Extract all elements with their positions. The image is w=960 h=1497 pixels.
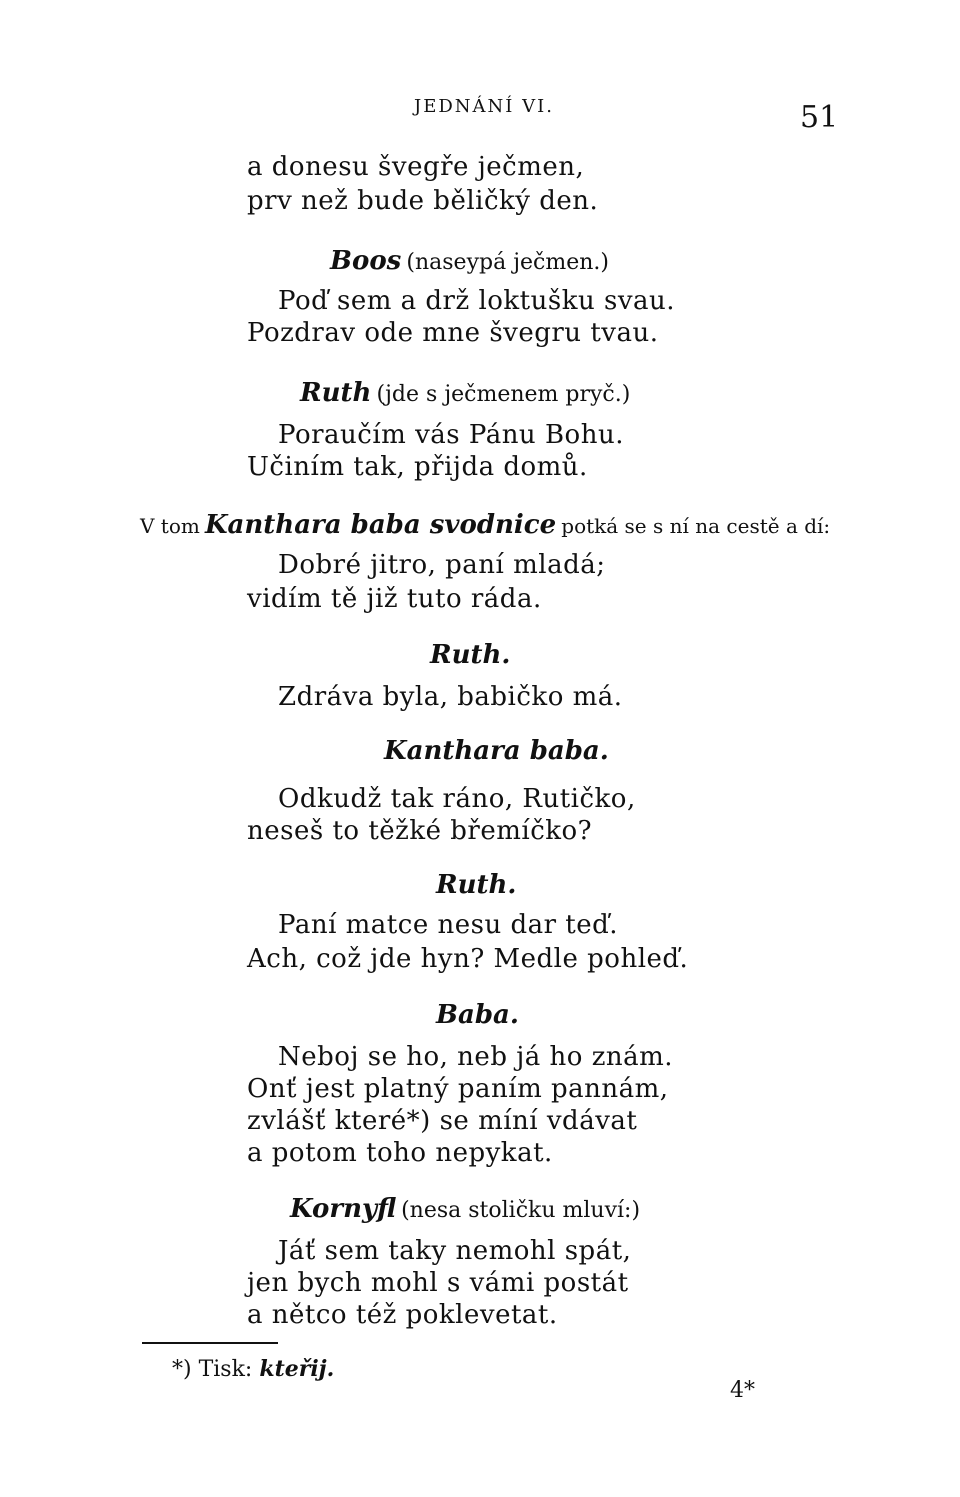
scene-note-lead: V tom [140, 514, 200, 538]
speaker-name: Kornyfl [290, 1194, 396, 1224]
footnote-mark: *) Tisk: [172, 1357, 253, 1382]
speaker-cue-ruth: Ruth. [430, 640, 511, 670]
verse-line: a donesu švegře ječmen, [247, 152, 585, 182]
footnote-rule [142, 1342, 278, 1344]
verse-line: Poraučím vás Pánu Bohu. [278, 420, 624, 450]
verse-line: Poď sem a drž loktušku svau. [278, 286, 676, 316]
stage-direction: (nesa stoličku mluví:) [401, 1198, 641, 1223]
verse-line: Jáť sem taky nemohl spát, [278, 1236, 632, 1266]
scene-note-name: Kanthara baba svodnice [204, 510, 557, 540]
verse-line: Neboj se ho, neb já ho znám. [278, 1042, 674, 1072]
scene-note-rest: potká se s ní na cestě a dí: [561, 514, 831, 538]
footnote-word: kteřij. [259, 1356, 335, 1382]
verse-line: a nětco též poklevetat. [247, 1300, 558, 1330]
verse-line: Onť jest platný paním pannám, [247, 1074, 669, 1104]
verse-line: zvlášť které*) se míní vdávat [247, 1106, 638, 1136]
scene-note [140, 510, 830, 540]
verse-line: Učiním tak, přijda domů. [247, 452, 588, 482]
speaker-cue-boos [330, 246, 609, 276]
verse-line: vidím tě již tuto ráda. [247, 584, 542, 614]
verse-line: prv než bude běličký den. [247, 186, 599, 216]
verse-line: Paní matce nesu dar teď. [278, 910, 619, 940]
footnote [172, 1356, 334, 1382]
verse-line: neseš to těžké břemíčko? [247, 816, 593, 846]
verse-line: Odkudž tak ráno, Rutičko, [278, 784, 636, 814]
running-title: JEDNÁNÍ VI. [414, 96, 554, 117]
verse-line: Dobré jitro, paní mladá; [278, 550, 606, 580]
speaker-name: Boos [330, 246, 402, 276]
stage-direction: (naseypá ječmen.) [406, 250, 609, 275]
verse-line: a potom toho nepykat. [247, 1138, 553, 1168]
verse-line: Pozdrav ode mne švegru tvau. [247, 318, 659, 348]
page-number: 51 [800, 100, 839, 135]
speaker-cue-ruth: Ruth. [436, 870, 517, 900]
verse-line: Ach, což jde hyn? Medle pohleď. [247, 944, 689, 974]
speaker-name: Ruth [300, 378, 372, 408]
speaker-cue-kornyfl [290, 1194, 640, 1224]
speaker-cue-kanthara: Kanthara baba. [384, 736, 609, 766]
signature-mark: 4* [730, 1378, 755, 1403]
verse-line: Zdráva byla, babičko má. [278, 682, 623, 712]
stage-direction: (jde s ječmenem pryč.) [376, 382, 631, 407]
speaker-cue-ruth [300, 378, 630, 408]
verse-line: jen bych mohl s vámi postát [247, 1268, 629, 1298]
speaker-cue-baba: Baba. [436, 1000, 519, 1030]
